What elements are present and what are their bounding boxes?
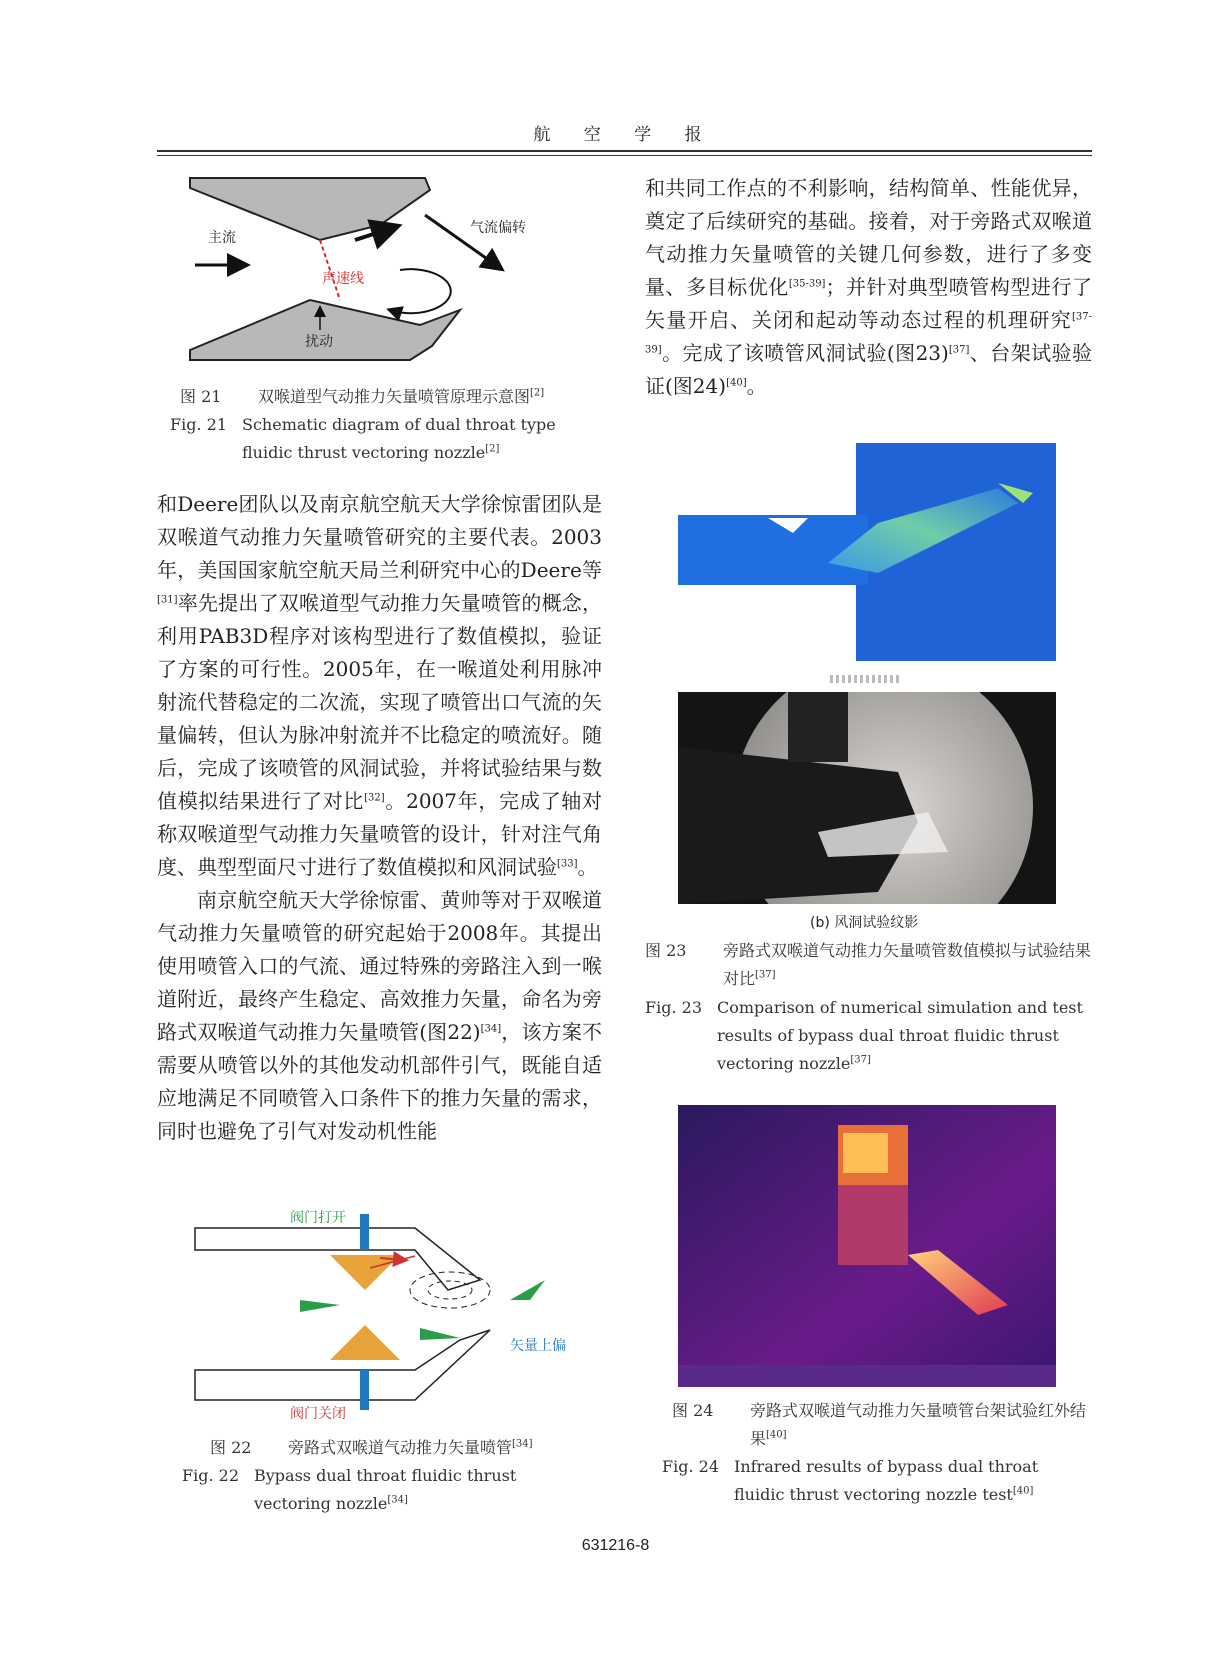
- figure-24-caption: 图 24 旁路式双喉道气动推力矢量喷管台架试验红外结果[40]: [672, 1401, 1087, 1448]
- valve-lower: [360, 1370, 369, 1410]
- lower-wall: [190, 300, 460, 360]
- throat-lower: [330, 1325, 400, 1360]
- figure-24-infrared-image: [678, 1105, 1056, 1387]
- figure-23b-subcaption: (b) 风洞试验纹影: [810, 915, 919, 931]
- caption-label-en: Fig. 21: [170, 415, 227, 434]
- figure-23-caption-en: Fig. 23 Comparison of numerical simulation and test results of bypass dual throat fluidic thrust vectoring nozzle[37]: [645, 998, 1083, 1073]
- paragraph: 和Deere团队以及南京航空航天大学徐惊雷团队是双喉道气动推力矢量喷管研究的主要代表。2003年，美国国家航空航天局兰利研究中心的Deere等[31]率先提出了双喉道型气动推力矢量喷管的概念，利用PAB3D程序对该构型进行了数值模拟，验证了方案的可行性。2005年，在一喉道处利用脉冲射流代替稳定的二次流，实现了喷管出口气流的矢量偏转，但认为脉冲射流并不比稳定的喷流好。随后，完成了该喷管的风洞试验，并将试验结果与数值模拟结果进行了对比[32]。2007年，完成了轴对称双喉道型气动推力矢量喷管的设计，针对注气角度、典型型面尺寸进行了数值模拟和风洞试验[33]。: [157, 492, 602, 879]
- header-rule-thick: [157, 150, 1092, 152]
- label-vector-up: 矢量上偏: [510, 1338, 566, 1354]
- page-number: 631216-8: [581, 1537, 650, 1554]
- caption-text-en: Schematic diagram of dual throat type fluidic thrust vectoring nozzle: [242, 415, 556, 462]
- green-arrow-exit: [510, 1280, 545, 1300]
- citation: [2]: [530, 387, 545, 399]
- left-column-text: [157, 488, 602, 1148]
- figure-21-caption-en: [170, 411, 590, 467]
- figure-22-caption: 图 22 旁路式双喉道气动推力矢量喷管[34]: [210, 1438, 533, 1457]
- green-arrow-lower: [420, 1328, 460, 1340]
- sonic-line: [320, 240, 340, 300]
- figure-24-caption-en: Fig. 24 Infrared results of bypass dual throat fluidic thrust vectoring nozzle test[40]: [662, 1457, 1039, 1504]
- green-arrow-inlet: [300, 1300, 340, 1312]
- figure-22-caption-en: Fig. 22 Bypass dual throat fluidic thrust vectoring nozzle[34]: [182, 1466, 517, 1513]
- throat-upper: [330, 1255, 400, 1290]
- citation: [2]: [485, 443, 500, 455]
- journal-header: 航 空 学 报: [533, 125, 716, 145]
- caption-text: 双喉道型气动推力矢量喷管原理示意图: [258, 387, 531, 406]
- figure-23-caption: 图 23 旁路式双喉道气动推力矢量喷管数值模拟与试验结果对比[37]: [645, 941, 1092, 988]
- label-valve-closed: 阀门关闭: [290, 1406, 346, 1420]
- vortex-arrow: [390, 269, 451, 313]
- label-main-flow: 主流: [208, 230, 236, 246]
- paragraph: 南京航空航天大学徐惊雷、黄帅等对于双喉道气动推力矢量喷管的研究起始于2008年。其提出使用喷管入口的气流、通过特殊的旁路注入到一喉道附近，最终产生稳定、高效推力矢量，命名为旁路式双喉道气动推力矢量喷管(图22)[34]，该方案不需要从喷管以外的其他发动机部件引气，既能自适应地满足不同喷管入口条件下的推力矢量的需求，同时也避免了引气对发动机性能: [157, 888, 602, 1143]
- figure-22-schematic: [190, 1210, 590, 1420]
- label-valve-open: 阀门打开: [290, 1210, 346, 1226]
- paragraph: 和共同工作点的不利影响，结构简单、性能优异，奠定了后续研究的基础。接着，对于旁路式双喉道气动推力矢量喷管的关键几何参数，进行了多变量、多目标优化[35-39]；并针对典型喷管构型进行了矢量开启、关闭和起动等动态过程的机理研究[37-39]。完成了该喷管风洞试验(图23)[37]、台架试验验证(图24)[40]。: [645, 176, 1093, 398]
- figure-21-schematic: [170, 170, 590, 370]
- figure-21-caption: [180, 383, 580, 411]
- header-rule-thin: [157, 155, 1092, 156]
- nozzle-channel: [678, 515, 868, 585]
- label-deflect: 气流偏转: [470, 220, 526, 236]
- figure-23a-scale-bar: [830, 675, 900, 683]
- label-disturb: 扰动: [305, 334, 333, 350]
- right-column-text: [645, 172, 1092, 403]
- figure-23b-schlieren-image: [678, 692, 1056, 904]
- valve-upper: [360, 1214, 369, 1250]
- lower-wall: [195, 1330, 490, 1400]
- caption-label: 图 21: [180, 387, 222, 406]
- figure-23a-simulation-image: [678, 443, 1056, 661]
- label-sonic-line: 声速线: [322, 271, 364, 287]
